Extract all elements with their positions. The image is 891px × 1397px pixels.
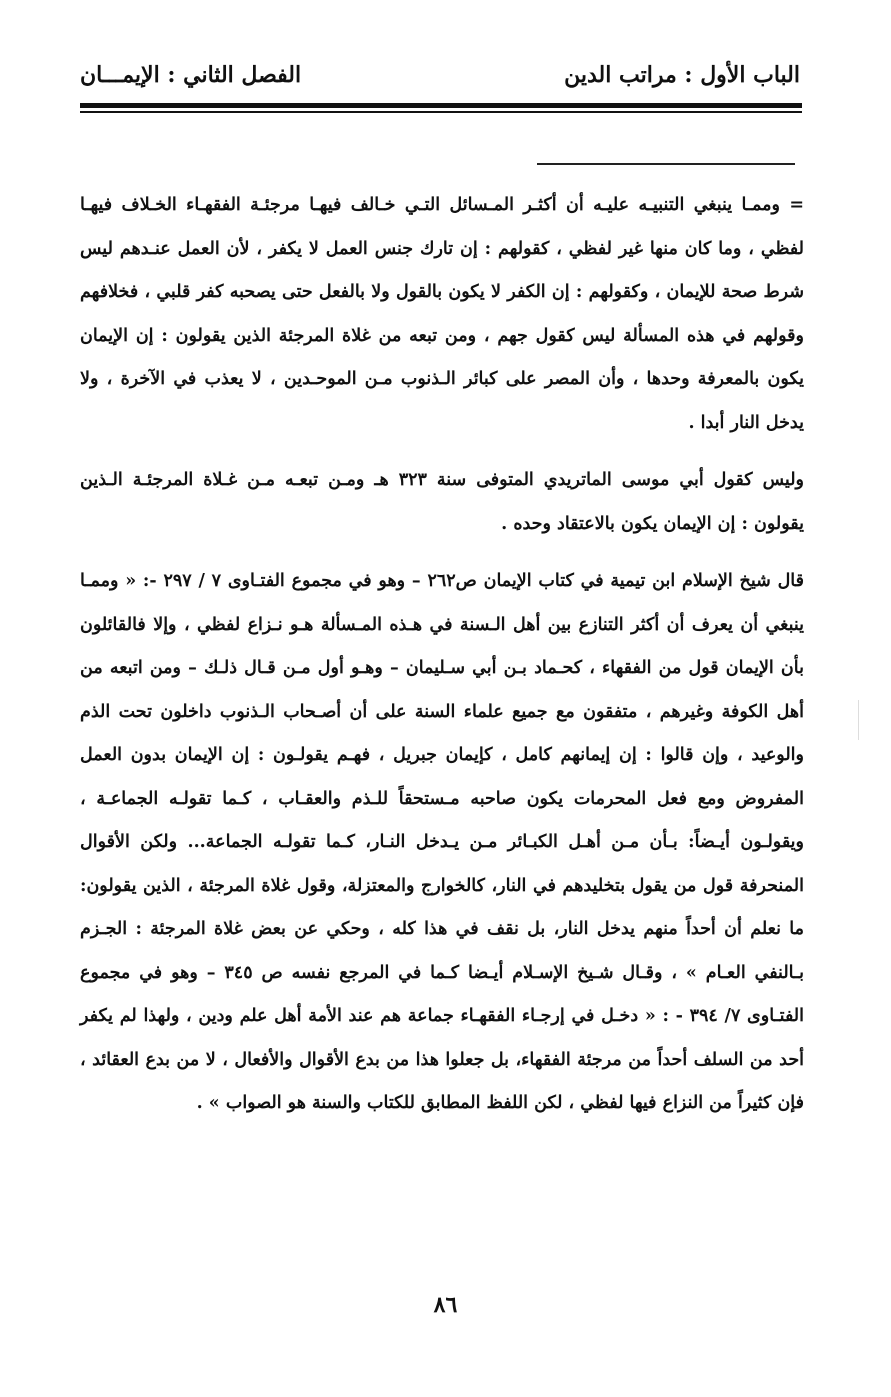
paragraph-1: = وممـا ينبغي التنبيـه عليـه أن أكثـر المـسائل التـي خـالف فيهـا مرجئـة الفقهـاء الخـلاف فيهـا لفظي ، وما كان منها غير لفظي ، كقولهم : إن تارك جنس العمل لا يكفر ، لأن العمل عنـدهم ليس شرط صحة للإيمان ، وكقولهم : إن الكفر لا يكون بالقول ولا بالفعل حتى يصحبه كفر قلبي ، فخلافهم وقولهم في هذه المسألة ليس كقول جهم ، ومن تبعه من غلاة المرجئة الذين يقولون : إن الإيمان يكون بالمعرفة وحدها ، وأن المصر على كبائر الـذنوب مـن الموحـدين ، لا يعذب في الآخرة ، ولا يدخل النار أبدا . xyxy=(80,195,804,433)
chapter-title: الباب الأول : مراتب الدين xyxy=(564,62,800,88)
footnote-separator xyxy=(537,163,795,165)
header-rule-thick xyxy=(80,103,802,108)
section-title: الفصل الثاني : الإيمـــان xyxy=(80,62,302,88)
page-number: ٨٦ xyxy=(433,1292,458,1318)
header-rule-thin xyxy=(80,111,802,113)
paragraph-2: وليس كقول أبي موسى الماتريدي المتوفى سنة ٣٢٣ هـ ومـن تبعـه مـن غـلاة المرجئـة الـذين يقولون : إن الإيمان يكون بالاعتقاد وحده . xyxy=(80,470,804,534)
paragraph-3: قال شيخ الإسلام ابن تيمية في كتاب الإيمان ص٢٦٢ – وهو في مجموع الفتـاوى ٧ / ٢٩٧ -: « وممـا ينبغي أن يعرف أن أكثر التنازع بين أهل الـسنة في هـذه المـسألة هـو نـزاع لفظي ، وإلا فالقائلون بأن الإيمان قول من الفقهاء ، كحـماد بـن أبي سـليمان – وهـو أول مـن قـال ذلـك – ومن اتبعه من أهل الكوفة وغيرهم ، متفقون مع جميع علماء السنة على أن أصـحاب الـذنوب داخلون تحت الذم والوعيد ، وإن قالوا : إن إيمانهم كامل ، كإيمان جبريل ، فهـم يقولـون : إن الإيمان بدون العمل المفروض ومع فعل المحرمات يكون صاحبه مـستحقاً للـذم والعقـاب ، كـما تقولـه الجماعـة ، ويقولـون أيـضاً: بـأن مـن أهـل الكبـائر مـن يـدخل النـار، كـما تقولـه الجماعة... ولكن الأقوال المنحرفة قول من يقول بتخليدهم في النار، كالخوارج والمعتزلة، وقول غلاة المرجئة ، الذين يقولون: ما نعلم أن أحداً منهم يدخل النار، بل نقف في هذا كله ، وحكي عن بعض غلاة المرجئة : الجـزم بـالنفي العـام » ، وقـال شـيخ الإسـلام أيـضا كـما في المرجع نفسه ص ٣٤٥ – وهو في مجموع الفتـاوى ٧/ ٣٩٤ - : « دخـل في إرجـاء الفقهـاء جماعة هم عند الأمة أهل علم ودين ، ولهذا لم يكفر أحد من السلف أحداً من مرجئة الفقهاء، بل جعلوا هذا من بدع الأقوال والأفعال ، لا من بدع العقائد ، فإن كثيراً من النزاع فيها لفظي ، لكن اللفظ المطابق للكتاب والسنة هو الصواب » . xyxy=(80,571,805,1113)
footnote-body xyxy=(80,184,804,1126)
scan-artifact xyxy=(858,700,859,740)
running-header xyxy=(80,62,800,102)
